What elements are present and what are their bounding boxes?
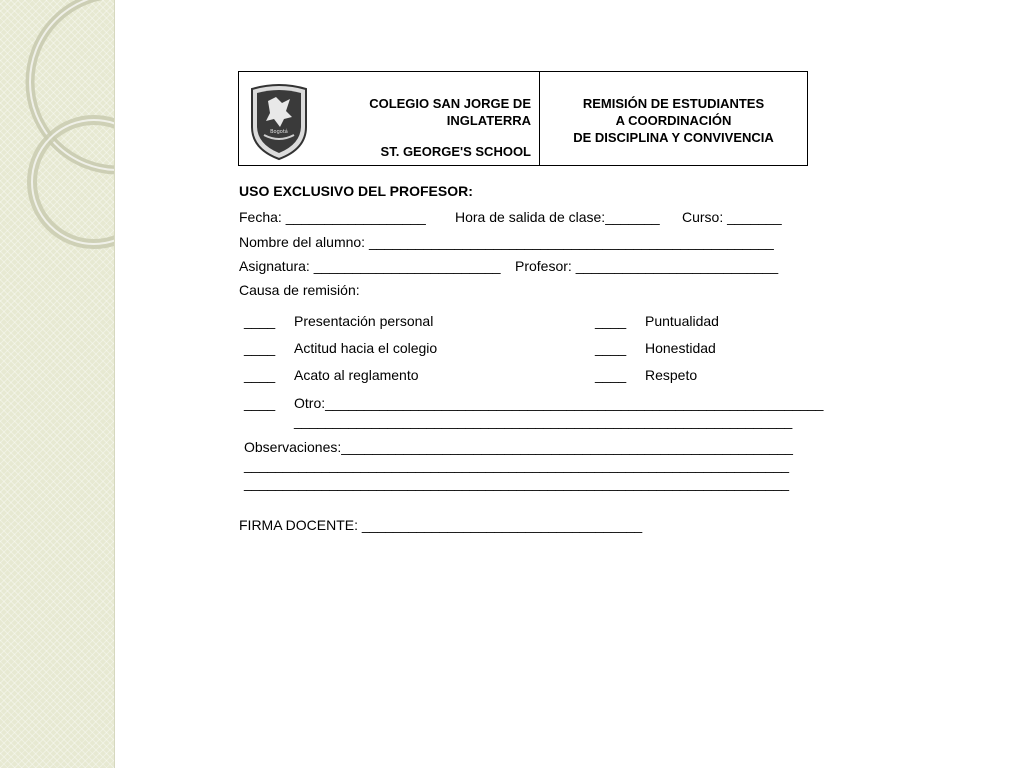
profesor-field: Profesor: __________________________	[515, 258, 779, 274]
school-name-line1: COLEGIO SAN JORGE DE	[369, 96, 531, 111]
cause-honestidad: Honestidad	[645, 340, 716, 356]
observaciones-line: ______________________________________________________________________	[244, 475, 790, 491]
observaciones-field: Observaciones:__________________________________________________________	[244, 439, 793, 455]
cause-acato: Acato al reglamento	[294, 367, 419, 383]
cause-blank: ____	[595, 340, 627, 356]
form-title-line3: DE DISCIPLINA Y CONVIVENCIA	[573, 130, 774, 145]
school-name	[369, 95, 531, 129]
school-crest-icon	[246, 83, 312, 161]
school-name-english: ST. GEORGE'S SCHOOL	[380, 144, 531, 159]
cause-blank: ____	[244, 395, 276, 411]
cause-otro: Otro:________________________________________________________________	[294, 395, 824, 411]
fecha-field: Fecha: __________________	[239, 209, 426, 225]
form-title-line2: A COORDINACIÓN	[615, 113, 732, 128]
nombre-alumno-field: Nombre del alumno: ____________________________________________________	[239, 234, 774, 250]
causa-remision-label: Causa de remisión:	[239, 282, 360, 298]
cause-presentacion: Presentación personal	[294, 313, 434, 329]
school-cell	[239, 72, 540, 165]
decorative-rings	[0, 0, 114, 768]
cause-puntualidad: Puntualidad	[645, 313, 719, 329]
decorative-side-panel	[0, 0, 115, 768]
form-title-line1: REMISIÓN DE ESTUDIANTES	[582, 96, 765, 111]
curso-field: Curso: _______	[682, 209, 782, 225]
cause-blank: ____	[595, 367, 627, 383]
cause-blank: ____	[244, 367, 276, 383]
cause-blank: ____	[244, 340, 276, 356]
form-title-cell	[540, 72, 807, 165]
school-name-line2: INGLATERRA	[446, 113, 531, 128]
asignatura-field: Asignatura: ________________________	[239, 258, 501, 274]
cause-respeto: Respeto	[645, 367, 698, 383]
hora-salida-field: Hora de salida de clase:_______	[455, 209, 660, 225]
firma-docente-field: FIRMA DOCENTE: ____________________________________	[239, 517, 643, 533]
cause-blank: ____	[595, 313, 627, 329]
teacher-section-heading: USO EXCLUSIVO DEL PROFESOR:	[239, 183, 473, 199]
form-title	[540, 95, 807, 146]
cause-otro-continuation: ________________________________________________________________	[294, 413, 793, 429]
cause-blank: ____	[244, 313, 276, 329]
crest-text: Bogotá	[270, 129, 288, 135]
observaciones-line: ______________________________________________________________________	[244, 457, 790, 473]
form-header	[238, 71, 808, 166]
cause-actitud: Actitud hacia el colegio	[294, 340, 438, 356]
